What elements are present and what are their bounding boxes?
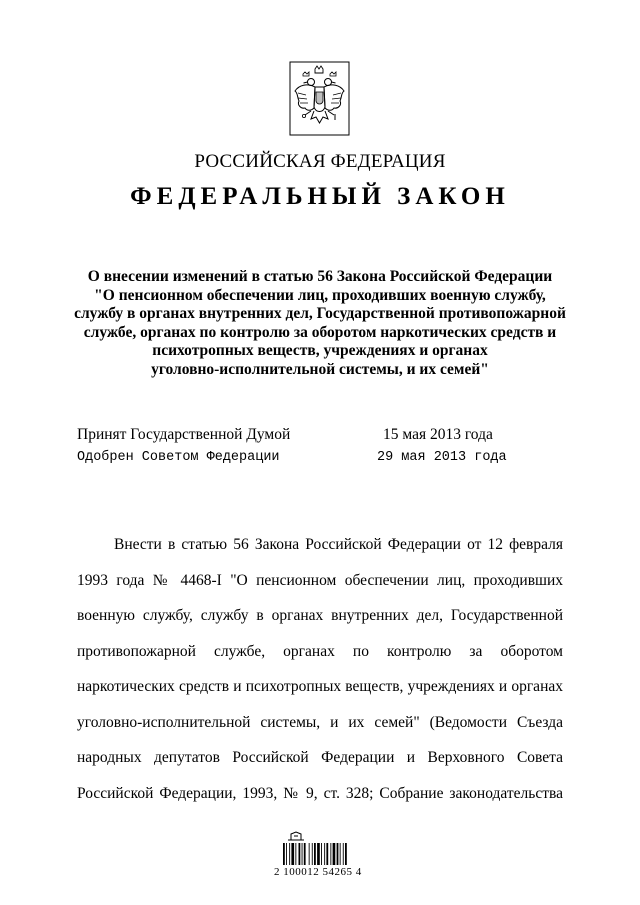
body-line: наркотических средств и психотропных веществ, учреждениях и органах	[77, 678, 563, 695]
body-line: противопожарной службе, органах по контролю за оборотом	[77, 642, 563, 660]
body-line: Российской Федерации, 1993, № 9, ст. 328; Собрание законодательства	[77, 784, 563, 802]
law-title	[60, 268, 580, 379]
body-line: военную службу, службу в органах внутренних дел, Государственной	[77, 607, 563, 624]
body-line: 1993 года № 4468-I "О пенсионном обеспечении лиц, проходивших	[77, 571, 563, 589]
law-title-line: "О пенсионном обеспечении лиц, проходивших военную службу,	[94, 286, 546, 304]
law-title-line: психотропных веществ, учреждениях и органах	[152, 342, 488, 359]
adoption-label: Одобрен Советом Федерации	[77, 450, 280, 465]
body-line: Внести в статью 56 Закона Российской Федерации от 12 февраля	[114, 536, 563, 553]
adoption-label: Принят Государственной Думой	[77, 426, 291, 443]
body-line: народных депутатов Российской Федерации и Верховного Совета	[77, 749, 563, 766]
law-title-line: службе, органах по контролю за оборотом наркотических средств и	[83, 323, 557, 341]
law-type-heading: ФЕДЕРАЛЬНЫЙ ЗАКОН	[130, 183, 510, 210]
barcode-icon	[283, 843, 359, 865]
country-name: РОССИЙСКАЯ ФЕДЕРАЦИЯ	[194, 151, 446, 172]
law-title-line: О внесении изменений в статью 56 Закона Российской Федерации	[87, 268, 553, 285]
barcode-number: 2 100012 54265 4	[274, 866, 362, 878]
law-title-line: службу в органах внутренних дел, Государственной противопожарной	[74, 305, 566, 322]
law-body-paragraph	[77, 527, 563, 811]
adoption-date: 29 мая 2013 года	[377, 450, 507, 465]
law-title-line: уголовно-исполнительной системы, и их семей"	[151, 360, 489, 378]
coat-of-arms-icon	[289, 61, 350, 136]
body-line: уголовно-исполнительной системы, и их семей" (Ведомости Съезда	[77, 713, 563, 731]
barcode-mark-icon	[287, 831, 305, 841]
adoption-date: 15 мая 2013 года	[383, 426, 493, 443]
